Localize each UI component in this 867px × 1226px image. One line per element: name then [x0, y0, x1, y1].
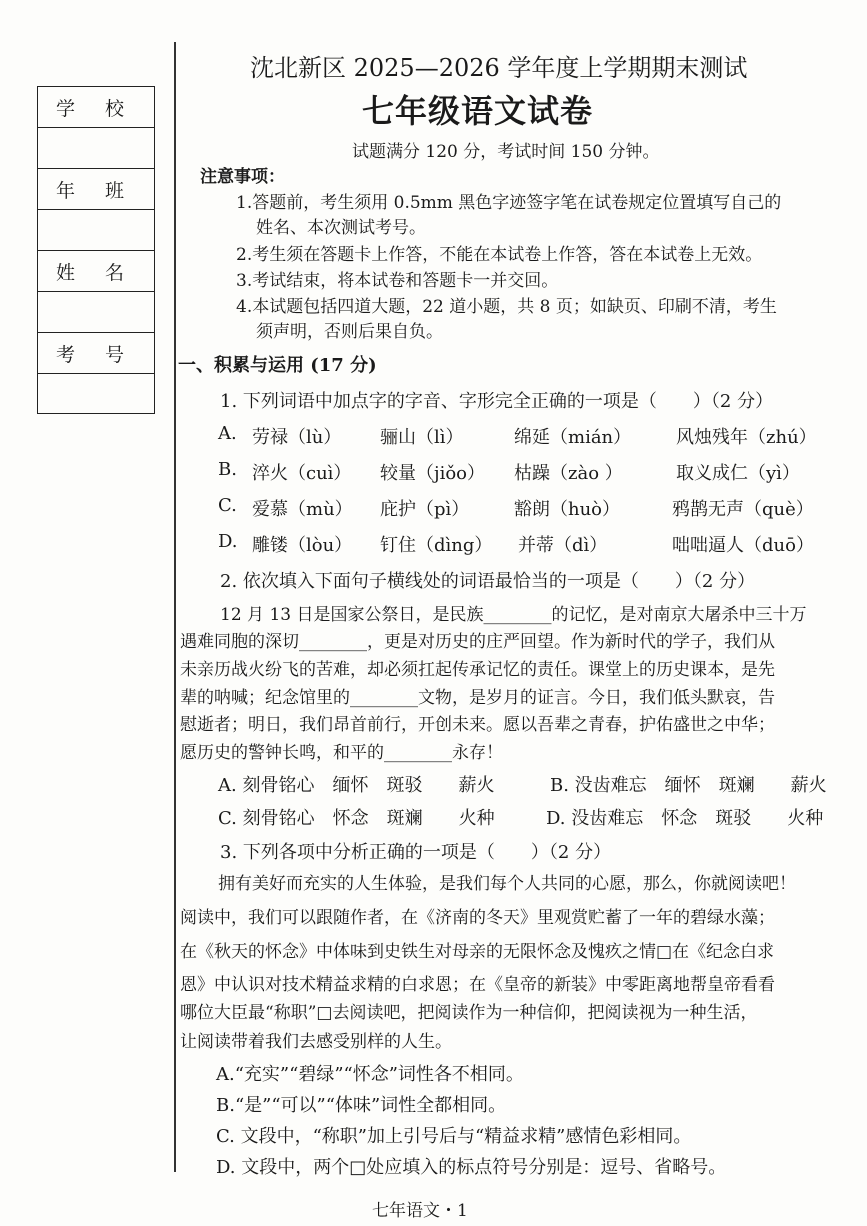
- q3-stem: 3. 下列各项中分析正确的一项是（ ）（2 分）: [220, 842, 612, 863]
- q2-passage-line: 愿历史的警钟长鸣，和平的________永存！: [180, 743, 503, 763]
- q2-passage-line: 未亲历战火纷飞的苦难，却必须扛起传承记忆的责任。课堂上的历史课本，是先: [180, 660, 775, 680]
- q1-option-word: 钉住（dìng）: [380, 535, 493, 556]
- notice-item: 3.考试结束，将本试卷和答题卡一并交回。: [236, 271, 559, 291]
- q1-option-word: 爱慕（mù）: [252, 499, 353, 520]
- q1-option-word: 并蒂（dì）: [518, 535, 608, 556]
- q1-option-word: 绵延（mián）: [514, 427, 632, 448]
- q3-option-a: A.“充实”“碧绿”“怀念”词性各不相同。: [216, 1064, 524, 1085]
- q1-option-word: 豁朗（huò）: [514, 499, 621, 520]
- q2-option-b: B. 没齿难忘 缅怀 斑斓 薪火: [550, 775, 827, 796]
- notice-item: 2.考生须在答题卡上作答，不能在本试卷上作答，答在本试卷上无效。: [236, 245, 763, 265]
- q3-passage-line: 恩》中认识对技术精益求精的白求恩；在《皇帝的新装》中零距离地帮皇帝看看: [180, 975, 775, 995]
- q1-option-label: A.: [218, 423, 237, 444]
- q2-option-c: C. 刻骨铭心 怀念 斑斓 火种: [218, 808, 495, 829]
- q2-passage-line: 12 月 13 日是国家公祭日，是民族________的记忆，是对南京大屠杀中三十万: [220, 605, 807, 625]
- q1-option-word: 庇护（pì）: [380, 499, 470, 520]
- q3-option-d: D. 文段中，两个□处应填入的标点符号分别是：逗号、省略号。: [216, 1157, 727, 1178]
- student-info-table: [37, 86, 155, 414]
- q1-option-word: 取义成仁（yì）: [676, 463, 800, 484]
- q1-option-word: 雕镂（lòu）: [252, 535, 353, 556]
- q1-option-word: 劳禄（lù）: [252, 427, 342, 448]
- q2-stem: 2. 依次填入下面句子横线处的词语最恰当的一项是（ ）（2 分）: [220, 571, 756, 592]
- exam-title: 七年级语文试卷: [362, 92, 594, 130]
- q1-option-label: D.: [218, 531, 238, 552]
- name-label: 姓 名: [38, 251, 154, 292]
- q1-option-word: 较量（jiǒo）: [380, 463, 486, 484]
- q1-option-word: 淬火（cuì）: [252, 463, 352, 484]
- q2-passage-line: 慰逝者；明日，我们昂首前行，开创未来。愿以吾辈之青春，护佑盛世之中华；: [180, 715, 775, 735]
- q2-option-d: D. 没齿难忘 怀念 斑驳 火种: [546, 808, 824, 829]
- q3-option-c: C. 文段中，“称职”加上引号后与“精益求精”感情色彩相同。: [216, 1126, 692, 1147]
- notice-title: 注意事项：: [200, 167, 285, 187]
- page-footer: 七年语文・1: [372, 1201, 468, 1221]
- q1-option-word: 枯躁（zào ）: [514, 463, 623, 484]
- q3-passage-line: 拥有美好而充实的人生体验，是我们每个人共同的心愿，那么，你就阅读吧！: [218, 874, 796, 894]
- q2-passage-line: 遇难同胞的深切________，更是对历史的庄严回望。作为新时代的学子，我们从: [180, 632, 775, 652]
- notice-item: 4.本试题包括四道大题，22 道小题，共 8 页；如缺页、印刷不清，考生: [236, 297, 777, 317]
- section-heading: 一、积累与运用 (17 分): [178, 355, 377, 376]
- q3-option-b: B.“是”“可以”“体味”词性全都相同。: [216, 1095, 507, 1116]
- q1-option-word: 风烛残年（zhú）: [676, 427, 817, 448]
- q3-passage-line: 在《秋天的怀念》中体味到史铁生对母亲的无限怀念及愧疚之情□在《纪念白求: [180, 942, 775, 962]
- notice-item: 须声明，否则后果自负。: [256, 322, 443, 342]
- exam-number-label: 考 号: [38, 333, 154, 374]
- class-label: 年 班: [38, 169, 154, 210]
- q1-stem: 1. 下列词语中加点字的字音、字形完全正确的一项是（ ）（2 分）: [220, 391, 774, 412]
- school-label: 学 校: [38, 87, 154, 128]
- exam-number-field: [38, 374, 154, 415]
- q2-passage-line: 辈的呐喊；纪念馆里的________文物，是岁月的证言。今日，我们低头默哀，告: [180, 688, 775, 708]
- notice-item: 1.答题前，考生须用 0.5mm 黑色字迹签字笔在试卷规定位置填写自己的: [236, 193, 782, 213]
- exam-header: 沈北新区 2025—2026 学年度上学期期末测试: [250, 54, 748, 82]
- q1-option-label: C.: [218, 495, 237, 516]
- exam-info: 试题满分 120 分，考试时间 150 分钟。: [352, 142, 660, 162]
- class-field: [38, 210, 154, 251]
- q3-passage-line: 阅读中，我们可以跟随作者，在《济南的冬天》里观赏贮蓄了一年的碧绿水藻；: [180, 908, 775, 928]
- q1-option-word: 鸦鹊无声（què）: [672, 499, 814, 520]
- q1-option-label: B.: [218, 459, 237, 480]
- notice-item: 姓名、本次测试考号。: [256, 218, 426, 238]
- q1-option-word: 骊山（lì）: [380, 427, 464, 448]
- name-field: [38, 292, 154, 333]
- q2-option-a: A. 刻骨铭心 缅怀 斑驳 薪火: [218, 775, 495, 796]
- q3-passage-line: 让阅读带着我们去感受别样的人生。: [180, 1032, 452, 1052]
- q1-option-word: 咄咄逼人（duō）: [672, 535, 814, 556]
- binding-line: [174, 42, 176, 1172]
- school-field: [38, 128, 154, 169]
- q3-passage-line: 哪位大臣最“称职”□去阅读吧，把阅读作为一种信仰，把阅读视为一种生活，: [180, 1003, 758, 1023]
